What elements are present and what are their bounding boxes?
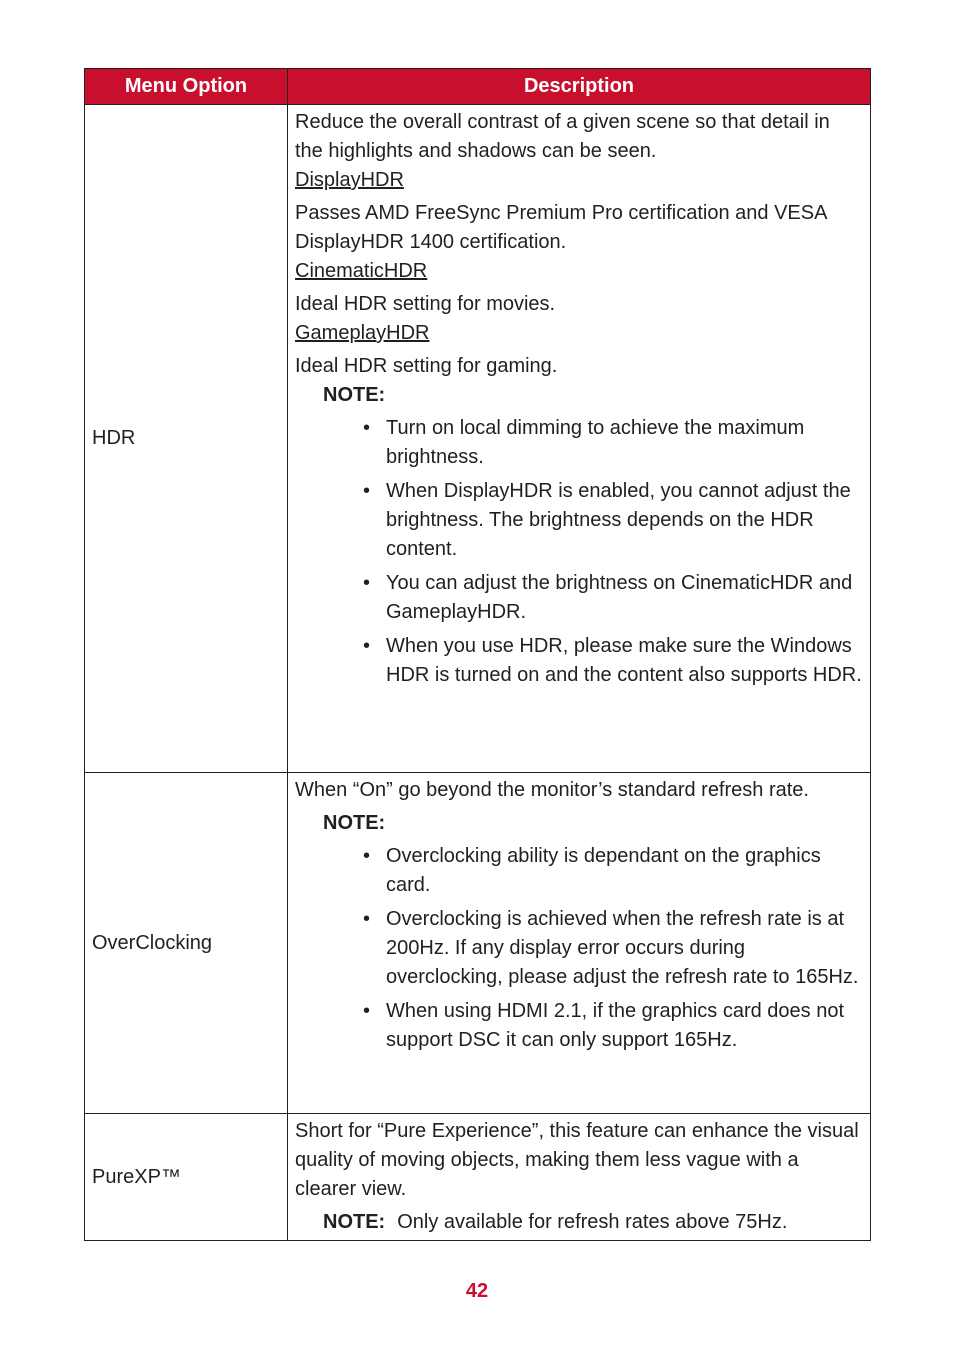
bullet-icon: • bbox=[363, 845, 371, 867]
bullet-icon: • bbox=[363, 1000, 371, 1022]
list-item bbox=[363, 842, 862, 900]
bullet-icon: • bbox=[363, 480, 371, 502]
mode-name-displayhdr: DisplayHDR bbox=[295, 169, 404, 191]
table-row-hdr bbox=[85, 105, 871, 773]
table-header-row bbox=[85, 69, 871, 105]
bullet-icon: • bbox=[363, 908, 371, 930]
description-intro: Reduce the overall contrast of a given scene so that detail in the highlights and shadows can be seen. bbox=[295, 111, 830, 162]
mode-name-cinematichdr: CinematicHDR bbox=[295, 260, 428, 282]
bullet-icon: • bbox=[363, 572, 371, 594]
note-text: Turn on local dimming to achieve the maximum brightness. bbox=[386, 417, 805, 468]
option-name: HDR bbox=[85, 105, 288, 773]
option-description bbox=[288, 1114, 871, 1241]
note-line bbox=[295, 1208, 862, 1237]
option-name: OverClocking bbox=[85, 773, 288, 1114]
note-text: Overclocking ability is dependant on the graphics card. bbox=[386, 845, 821, 896]
note-text: When using HDMI 2.1, if the graphics card does not support DSC it can only support 165Hz. bbox=[386, 1000, 845, 1051]
mode-text-displayhdr: Passes AMD FreeSync Premium Pro certification and VESA DisplayHDR 1400 certification. bbox=[295, 202, 827, 253]
description-intro: Short for “Pure Experience”, this feature can enhance the visual quality of moving objects, making them less vague with a clearer view. bbox=[295, 1120, 859, 1200]
note-heading bbox=[295, 809, 862, 838]
page-number: 42 bbox=[465, 1280, 489, 1302]
description-intro: When “On” go beyond the monitor’s standard refresh rate. bbox=[295, 779, 809, 801]
note-text: Overclocking is achieved when the refresh rate is at 200Hz. If any display error occurs during overclocking, please adjust the refresh rate to 165Hz. bbox=[386, 908, 859, 988]
option-name: PureXP™ bbox=[85, 1114, 288, 1241]
menu-options-table bbox=[84, 68, 871, 1241]
list-item bbox=[363, 632, 862, 690]
header-menu-option: Menu Option bbox=[85, 69, 288, 105]
list-item bbox=[363, 997, 862, 1055]
note-heading bbox=[295, 381, 862, 410]
note-label: NOTE: bbox=[323, 384, 386, 406]
bullet-icon: • bbox=[363, 417, 371, 439]
list-item bbox=[363, 905, 862, 992]
list-item bbox=[363, 569, 862, 627]
bullet-icon: • bbox=[363, 635, 371, 657]
option-description bbox=[288, 105, 871, 773]
table-row-overclocking bbox=[85, 773, 871, 1114]
note-list bbox=[295, 414, 862, 690]
mode-name-gameplayhdr: GameplayHDR bbox=[295, 322, 430, 344]
note-text: You can adjust the brightness on CinematicHDR and GameplayHDR. bbox=[386, 572, 853, 623]
note-text: When you use HDR, please make sure the Windows HDR is turned on and the content also supports HDR. bbox=[386, 635, 862, 686]
note-label: NOTE: bbox=[323, 1211, 386, 1233]
mode-text-cinematichdr: Ideal HDR setting for movies. bbox=[295, 293, 556, 315]
option-description bbox=[288, 773, 871, 1114]
header-description: Description bbox=[288, 69, 871, 105]
note-list bbox=[295, 842, 862, 1055]
note-text: Only available for refresh rates above 75Hz. bbox=[397, 1211, 788, 1233]
list-item bbox=[363, 414, 862, 472]
mode-text-gameplayhdr: Ideal HDR setting for gaming. bbox=[295, 355, 558, 377]
note-text: When DisplayHDR is enabled, you cannot adjust the brightness. The brightness depends on the HDR content. bbox=[386, 480, 851, 560]
note-label: NOTE: bbox=[323, 812, 386, 834]
list-item bbox=[363, 477, 862, 564]
table-row-purexp bbox=[85, 1114, 871, 1241]
